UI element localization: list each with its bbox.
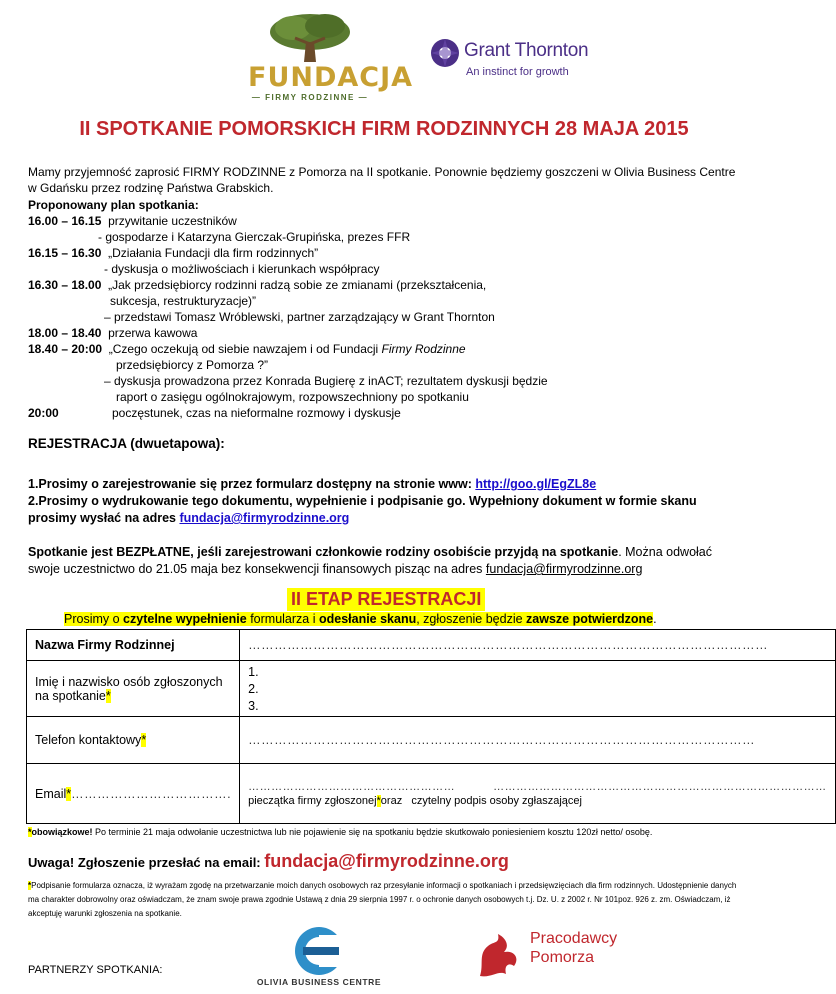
olivia-logo — [244, 925, 394, 991]
plan-heading: Proponowany plan spotkania: — [28, 198, 199, 212]
pracodawcy-line1: Pracodawcy — [530, 930, 618, 947]
agenda-row: 18.40 – 20:00 „Czego oczekują od siebie nawzajem i od Fundacji Firmy Rodzinne — [28, 342, 466, 356]
consent-note: *Podpisanie formularza oznacza, iż wyrażam zgodę na przetwarzanie moich danych osobowych raz przesyłanie informacji o spotkaniach i przedsięwzięciach dla firm rodzinnych. Udostępnienie danych ma charakter dobrowolny oraz oświadczam, że znam swoje prawa zgodnie Ustawą z dnia 29 sierpnia 1997 r. o ochronie danych osobowych t.j. Dz. U. z 2002 r. Nr 101poz. 926 z. zm. Oświadczam, iż akceptuję warunki zgłoszenia na spotkanie. — [28, 881, 737, 918]
company-field[interactable]: ………………………………………………………………………………………………………… — [240, 630, 836, 661]
fundacja-logo — [248, 12, 414, 108]
registration-link[interactable]: http://goo.gl/EgZL8e — [475, 477, 597, 491]
free-info: Spotkanie jest BEZPŁATNE, jeśli zarejestrowani członkowie rodziny osobiście przyjdą na spotkanie. Można odwołać swoje uczestnictwo do 21.05 maja bez konsekwencji finansowych pisząc na adres fundacja@firmyrodzinne.org — [28, 545, 713, 576]
phone-label: Telefon kontaktowy* — [27, 717, 240, 764]
agenda-row: 16.30 – 18.00 „Jak przedsiębiorcy rodzinni radzą sobie ze zmianami (przekształcenia, — [28, 278, 487, 292]
agenda-row: – przedstawi Tomasz Wróblewski, partner zarządzający w Grant Thornton — [104, 310, 495, 324]
obligatory-note: *obowiązkowe! Po terminie 21 maja odwołanie uczestnictwa lub nie pojawienie się na spotkaniu będzie skutkowało poniesieniem kosztu 120zł netto/ osobę. — [28, 827, 653, 837]
gt-tagline: An instinct for growth — [466, 66, 569, 78]
registration-heading: REJESTRACJA (dwuetapowa): — [28, 436, 225, 451]
agenda-row: - gospodarze i Katarzyna Gierczak-Grupińska, prezes FFR — [98, 230, 411, 244]
olivia-name: OLIVIA BUSINESS CENTRE — [256, 977, 382, 987]
agenda-row: sukcesja, restrukturyzacje)” — [110, 294, 257, 308]
agenda-row: 18.00 – 18.40 przerwa kawowa — [28, 326, 198, 340]
agenda-row: 20:00 poczęstunek, czas na nieformalne rozmowy i dyskusje — [28, 406, 401, 420]
etap-heading: II ETAP REJESTRACJI — [287, 588, 485, 611]
signature-field[interactable]: ……………………………………………… …………………………………………………………………………… pieczątka firmy zgłoszonej*oraz czytelny podpis osoby zgłaszającej — [240, 764, 836, 824]
registration-steps: 1.Prosimy o zarejestrowanie się przez formularz dostępny na stronie www: http://goo.gl/EgZL8e 2.Prosimy o wydrukowanie tego dokumentu, wypełnienie i podpisanie go. Wypełniony dokument w formie skanu prosimy wysłać na adres fundacja@firmyrodzinne.org — [28, 477, 697, 525]
fundacja-subtitle: — FIRMY RODZINNE — — [251, 93, 369, 102]
gt-name: Grant Thornton — [464, 40, 589, 61]
grant-thornton-logo — [430, 38, 610, 84]
fundacja-wordmark: FUNDACJA — [248, 62, 414, 93]
email-link[interactable]: fundacja@firmyrodzinne.org — [179, 511, 350, 525]
pracodawcy-line2: Pomorza — [530, 949, 595, 966]
persons-label: Imię i nazwisko osób zgłoszonych na spotkanie* — [27, 661, 240, 717]
partners-label: PARTNERZY SPOTKANIA: — [28, 964, 163, 976]
company-label: Nazwa Firmy Rodzinnej — [27, 630, 240, 661]
gt-emblem-icon — [430, 38, 460, 68]
agenda-row: raport o zasięgu ogólnokrajowym, rozpowszechniony po spotkaniu — [116, 390, 469, 404]
olivia-emblem-icon — [289, 925, 349, 977]
registration-form — [26, 629, 836, 824]
griffin-icon — [474, 924, 524, 984]
phone-field[interactable]: ……………………………………………………………………………………………………… — [240, 717, 836, 764]
email-field[interactable]: Email*………………………………. — [27, 764, 240, 824]
page-title: II SPOTKANIE POMORSKICH FIRM RODZINNYCH 28 MAJA 2015 — [79, 118, 689, 140]
agenda-row: 16.00 – 16.15 przywitanie uczestników — [28, 214, 237, 228]
intro-text: Mamy przyjemność zaprosić FIRMY RODZINNE z Pomorza na II spotkanie. Ponownie będziemy goszczeni w Olivia Business Centre w Gdańsku przez rodzinę Państwa Grabskich. — [28, 165, 736, 195]
etap-instructions: Prosimy o czytelne wypełnienie formularza i odesłanie skanu, zgłoszenie będzie zawsze potwierdzone. — [64, 612, 657, 626]
persons-field[interactable]: 1. 2. 3. — [240, 661, 836, 717]
tree-icon — [265, 12, 355, 64]
agenda-row: – dyskusja prowadzona przez Konrada Bugierę z inACT; rezultatem dyskusji będzie — [104, 374, 548, 388]
agenda-row: przedsiębiorcy z Pomorza ?” — [116, 358, 269, 372]
uwaga-line: Uwaga! Zgłoszenie przesłać na email: fundacja@firmyrodzinne.org — [28, 851, 509, 871]
agenda-row: - dyskusja o możliwościach i kierunkach współpracy — [104, 262, 380, 276]
pracodawcy-logo — [474, 918, 644, 988]
agenda-row: 16.15 – 16.30 „Działania Fundacji dla firm rodzinnych” — [28, 246, 319, 260]
